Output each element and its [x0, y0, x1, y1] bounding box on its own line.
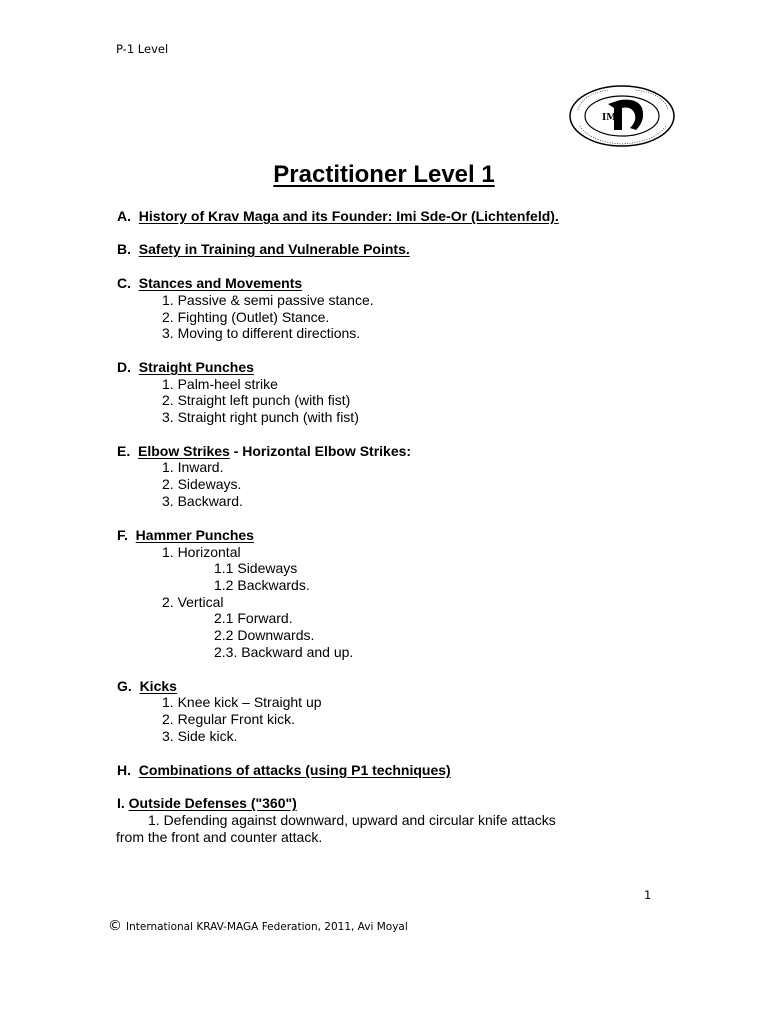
section-d-heading: D. Straight Punches	[117, 359, 254, 375]
list-item: 1. Horizontal	[162, 544, 241, 560]
list-item: 2.3. Backward and up.	[214, 644, 354, 660]
list-item: 2. Regular Front kick.	[162, 711, 296, 727]
list-item: 1.2 Backwards.	[214, 577, 310, 593]
list-item-continuation: from the front and counter attack.	[116, 829, 323, 845]
list-item: 2.1 Forward.	[214, 610, 293, 626]
footer-text: International KRAV-MAGA Federation, 2011, Avi Moyal	[126, 921, 408, 933]
copyright-icon: ©	[108, 918, 122, 934]
list-item: 3. Backward.	[162, 493, 243, 509]
list-item: 2. Sideways.	[162, 476, 242, 492]
page-number: 1	[644, 888, 652, 902]
list-item: 1.1 Sideways	[214, 560, 298, 576]
list-item: 1. Passive & semi passive stance.	[162, 292, 374, 308]
section-e-heading: E. Elbow Strikes - Horizontal Elbow Strikes:	[117, 443, 412, 459]
imi-logo	[568, 84, 676, 148]
list-item: 1. Inward.	[162, 459, 224, 475]
list-item: 1. Knee kick – Straight up	[162, 694, 322, 710]
list-item: 2. Fighting (Outlet) Stance.	[162, 309, 330, 325]
section-h-heading: H. Combinations of attacks (using P1 techniques)	[117, 762, 451, 778]
list-item: 1. Palm-heel strike	[162, 376, 278, 392]
list-item: 2. Vertical	[162, 594, 224, 610]
logo-center-text: IMI	[602, 113, 621, 123]
page-header-level: P-1 Level	[116, 42, 169, 56]
section-b-heading: B. Safety in Training and Vulnerable Points.	[117, 241, 410, 257]
section-i-heading: I. Outside Defenses ("360")	[117, 795, 297, 811]
section-c-heading: C. Stances and Movements	[117, 275, 303, 291]
list-item: 2. Straight left punch (with fist)	[162, 392, 351, 408]
list-item: 3. Side kick.	[162, 728, 238, 744]
page-footer	[108, 918, 408, 934]
section-g-heading: G. Kicks	[117, 678, 177, 694]
section-a-heading: A. History of Krav Maga and its Founder: Imi Sde-Or (Lichtenfeld).	[117, 208, 559, 224]
list-item: 3. Straight right punch (with fist)	[162, 409, 359, 425]
page-title: Practitioner Level 1	[273, 161, 495, 188]
list-item: 3. Moving to different directions.	[162, 325, 361, 341]
list-item: 2.2 Downwards.	[214, 627, 315, 643]
section-f-heading: F. Hammer Punches	[117, 527, 254, 543]
list-item: 1. Defending against downward, upward and circular knife attacks	[148, 812, 556, 828]
